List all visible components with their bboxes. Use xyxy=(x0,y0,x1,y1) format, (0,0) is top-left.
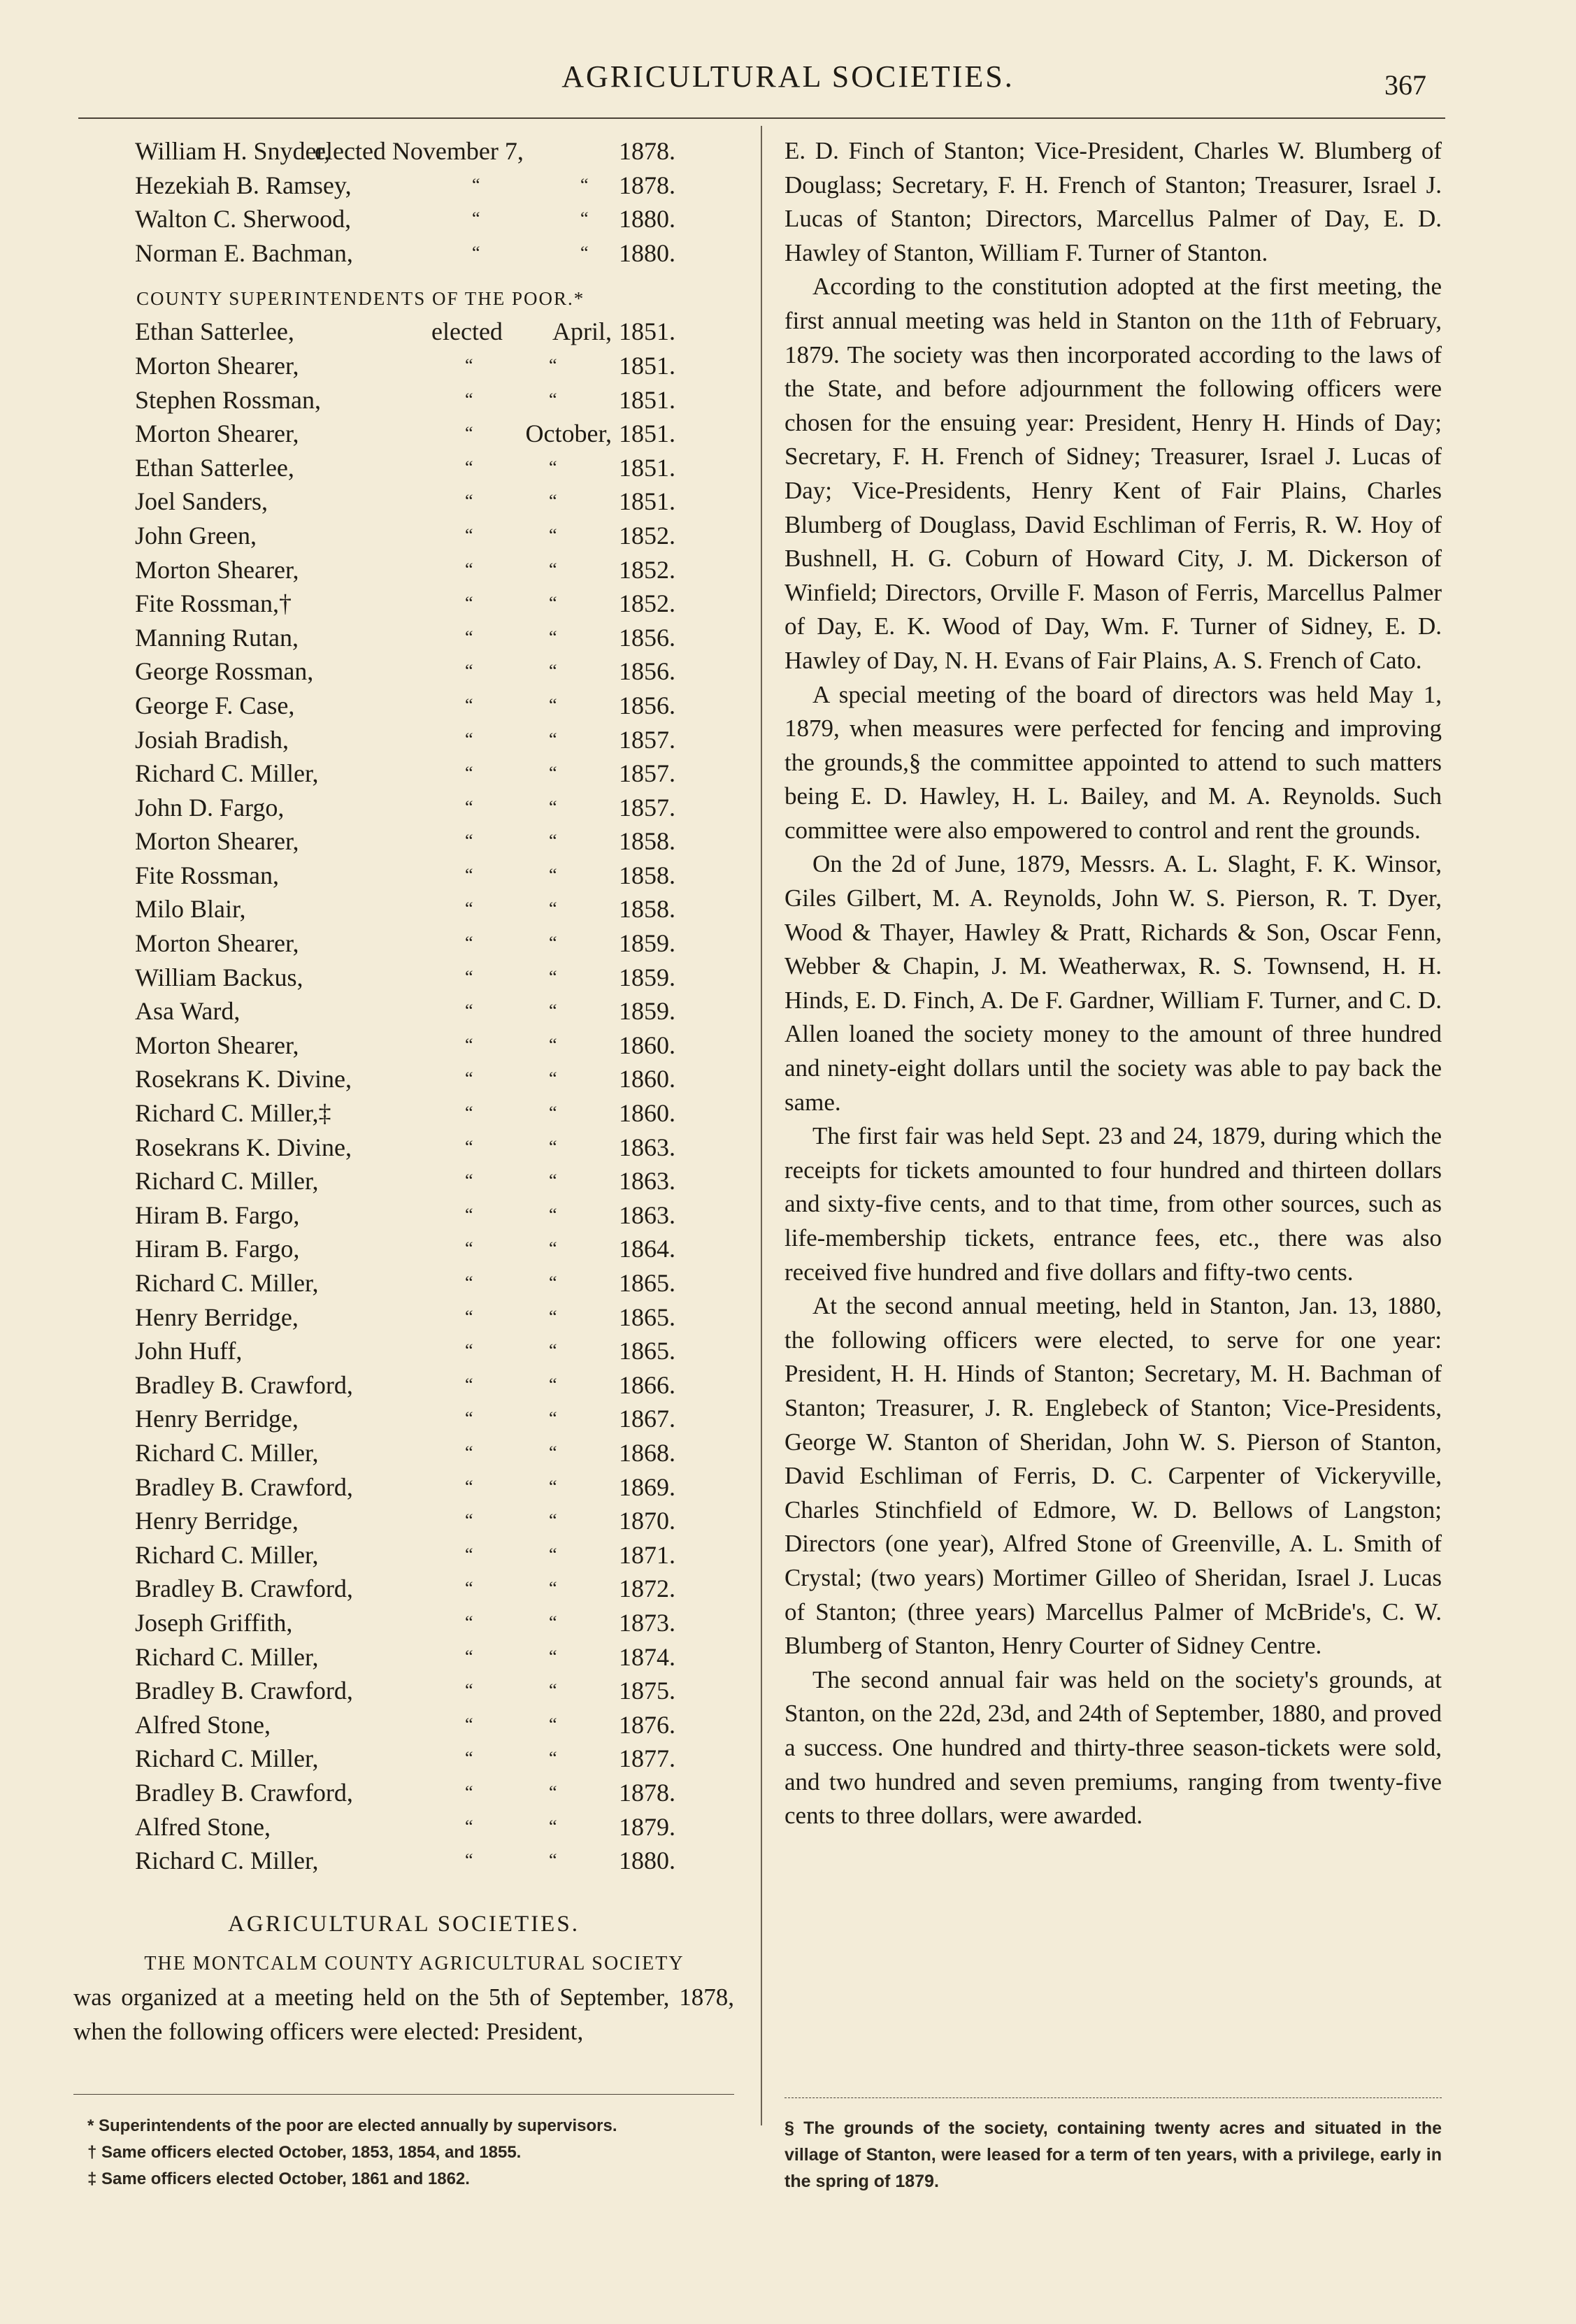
superintendent-row xyxy=(73,926,734,961)
ditto-mark: “ xyxy=(465,1068,473,1089)
person-name: Henry Berridge, xyxy=(135,1303,299,1331)
year: 1866. xyxy=(619,1370,675,1399)
ditto-mark: “ xyxy=(549,1816,557,1837)
superintendent-row xyxy=(73,1198,734,1233)
year: 1860. xyxy=(619,1031,675,1059)
ditto-mark: “ xyxy=(549,1442,557,1463)
superintendent-row xyxy=(73,961,734,995)
ditto-mark: “ xyxy=(580,242,589,263)
year: 1880. xyxy=(619,238,675,267)
year: 1858. xyxy=(619,895,675,924)
year: 1863. xyxy=(619,1167,675,1196)
ditto-mark: “ xyxy=(465,1340,473,1361)
ditto-mark: “ xyxy=(465,763,473,784)
person-name: Bradley B. Crawford, xyxy=(135,1575,353,1603)
superintendent-list xyxy=(73,315,734,1877)
person-name: Rosekrans K. Divine, xyxy=(135,1065,352,1093)
agricultural-societies-heading: AGRICULTURAL SOCIETIES. xyxy=(228,1911,580,1937)
person-name: Richard C. Miller, xyxy=(135,1744,319,1773)
ditto-mark: “ xyxy=(465,389,473,410)
year: 1852. xyxy=(619,589,675,618)
ditto-mark: “ xyxy=(580,174,589,195)
year: 1851. xyxy=(619,487,675,516)
superintendent-row xyxy=(73,1640,734,1674)
ditto-mark: “ xyxy=(549,457,557,478)
ditto-mark: “ xyxy=(465,1646,473,1667)
ditto-mark: “ xyxy=(465,1000,473,1021)
ditto-mark: “ xyxy=(465,1476,473,1497)
ditto-mark: “ xyxy=(465,491,473,512)
elected-date: elected November 7, xyxy=(315,137,524,165)
superintendent-row xyxy=(73,1742,734,1776)
superintendent-row xyxy=(73,349,734,383)
person-name: Rosekrans K. Divine, xyxy=(135,1133,352,1161)
ditto-mark: “ xyxy=(549,1103,557,1124)
year: 1880. xyxy=(619,1846,675,1875)
superintendent-row xyxy=(73,1470,734,1505)
electee-list xyxy=(73,134,734,270)
year: 1851. xyxy=(619,317,675,346)
left-column xyxy=(73,134,734,2049)
person-name: Richard C. Miller, xyxy=(135,1540,319,1569)
electee-row xyxy=(73,168,734,203)
ditto-mark: “ xyxy=(549,1680,557,1701)
ditto-mark: “ xyxy=(549,1510,557,1531)
superintendent-row xyxy=(73,1131,734,1165)
person-name: Ethan Satterlee, xyxy=(135,317,294,346)
society-intro xyxy=(73,1945,734,2049)
ditto-mark: “ xyxy=(549,491,557,512)
year: 1865. xyxy=(619,1303,675,1331)
column-divider xyxy=(761,126,762,2125)
year: 1858. xyxy=(619,827,675,856)
ditto-mark: “ xyxy=(465,1306,473,1327)
ditto-mark: “ xyxy=(549,1408,557,1429)
paragraph: At the second annual meeting, held in Stanton, Jan. 13, 1880, the following officers were elected, to serve for one year: President, H. H. Hinds of Stanton; Secretary, M. H. Bachman of Stanton; Treasurer, J. R. Englebeck of Stanton; Vice-Presidents, George W. Stanton of Sheridan, John W. S. Pierson of Stanton, David Eschliman of Ferris, D. C. Carpenter of Vickeryville, Charles Stinchfield of Edmore, W. D. Bellows of Langston; Directors (one year), Alfred Stone of Greenville, A. L. Smith of Crystal; (two years) Mortimer Gilleo of Sheridan, Israel J. Lucas of Stanton; (three years) Marcellus Palmer of McBride's, C. W. Blumberg of Stanton, Henry Courter of Sidney Centre. xyxy=(785,1292,1442,1660)
ditto-mark: “ xyxy=(549,1340,557,1361)
superintendent-row xyxy=(73,451,734,485)
ditto-mark: “ xyxy=(549,524,557,545)
superintendent-row xyxy=(73,1334,734,1368)
ditto-mark: “ xyxy=(549,729,557,749)
year: 1856. xyxy=(619,623,675,652)
year: 1877. xyxy=(619,1744,675,1773)
ditto-mark: “ xyxy=(465,423,473,444)
person-name: Hiram B. Fargo, xyxy=(135,1200,300,1229)
ditto-mark: “ xyxy=(472,208,480,229)
ditto-mark: “ xyxy=(472,174,480,195)
ditto-mark: “ xyxy=(549,1578,557,1599)
ditto-mark: “ xyxy=(465,864,473,885)
ditto-mark: “ xyxy=(465,1136,473,1157)
superintendent-row xyxy=(73,315,734,349)
superintendent-row xyxy=(73,994,734,1028)
ditto-mark: “ xyxy=(549,831,557,852)
person-name: Morton Shearer, xyxy=(135,827,299,856)
person-name: Norman E. Bachman, xyxy=(135,238,353,267)
ditto-mark: “ xyxy=(465,1781,473,1802)
paragraph: The second annual fair was held on the society's grounds, at Stanton, on the 22d, 23d, and 24th of September, 1880, and proved a success. One hundred and thirty-three season-tickets were sold, and two hundred and seven premiums, ranging from twenty-five cents to three dollars, were awarded. xyxy=(785,1665,1442,1830)
ditto-mark: “ xyxy=(549,1544,557,1565)
superintendent-row xyxy=(73,791,734,825)
year: 1856. xyxy=(619,657,675,686)
year: 1867. xyxy=(619,1405,675,1433)
superintendent-row xyxy=(73,621,734,655)
page-number: 367 xyxy=(1384,69,1426,101)
running-title: AGRICULTURAL SOCIETIES. xyxy=(561,59,1015,94)
year: 1852. xyxy=(619,555,675,584)
ditto-mark: “ xyxy=(549,1374,557,1395)
ditto-mark: “ xyxy=(549,661,557,682)
superintendent-row xyxy=(73,519,734,553)
year: 1869. xyxy=(619,1472,675,1501)
ditto-mark: “ xyxy=(465,1850,473,1871)
ditto-mark: “ xyxy=(549,1272,557,1293)
ditto-mark: “ xyxy=(549,1748,557,1769)
ditto-mark: “ xyxy=(465,796,473,817)
society-name: THE MONTCALM COUNTY AGRICULTURAL SOCIETY xyxy=(144,1952,685,1974)
superintendent-row xyxy=(73,587,734,621)
paragraph: A special meeting of the board of directors was held May 1, 1879, when measures were perfected for fencing and improving the grounds,§ the committee appointed to attend to such matters being E. D. Hawley, H. L. Bailey, and M. A. Reynolds. Such committee were also empowered to control and rent the grounds. xyxy=(785,680,1442,844)
year: 1864. xyxy=(619,1235,675,1263)
person-name: Walton C. Sherwood, xyxy=(135,205,352,234)
ditto-mark: “ xyxy=(465,1204,473,1225)
person-name: Joseph Griffith, xyxy=(135,1608,293,1637)
person-name: Milo Blair, xyxy=(135,895,246,924)
person-name: Alfred Stone, xyxy=(135,1710,271,1739)
ditto-mark: “ xyxy=(465,1272,473,1293)
right-column xyxy=(785,134,1442,1833)
ditto-mark: “ xyxy=(549,389,557,410)
ditto-mark: “ xyxy=(465,1408,473,1429)
ditto-mark: “ xyxy=(465,1544,473,1565)
ditto-mark: “ xyxy=(465,524,473,545)
year: 1878. xyxy=(619,137,675,165)
paragraph: On the 2d of June, 1879, Messrs. A. L. Slaght, F. K. Winsor, Giles Gilbert, M. A. Reynolds, John W. S. Pierson, R. T. Dyer, Wood & Thayer, Hawley & Pratt, Richards & Son, Oscar Fenn, Webber & Chapin, J. M. Weatherwax, R. S. Townsend, H. H. Hinds, E. D. Finch, A. De F. Gardner, William F. Turner, and C. D. Allen loaned the society money to the amount of three hundred and ninety-eight dollars until the society was able to pay back the same. xyxy=(785,850,1442,1116)
person-name: Morton Shearer, xyxy=(135,929,299,958)
ditto-mark: “ xyxy=(465,1442,473,1463)
person-name: Asa Ward, xyxy=(135,997,241,1026)
ditto-mark: “ xyxy=(465,933,473,954)
superintendent-row xyxy=(73,859,734,893)
person-name: William H. Snyder, xyxy=(135,137,331,165)
ditto-mark: “ xyxy=(465,1170,473,1191)
ditto-mark: “ xyxy=(465,694,473,715)
ditto-mark: “ xyxy=(465,729,473,749)
ditto-mark: “ xyxy=(549,694,557,715)
month: October, xyxy=(525,419,612,448)
year: 1876. xyxy=(619,1710,675,1739)
superintendent-row xyxy=(73,417,734,451)
year: 1875. xyxy=(619,1677,675,1705)
person-name: Fite Rossman,† xyxy=(135,589,292,618)
person-name: Bradley B. Crawford, xyxy=(135,1677,353,1705)
ditto-mark: “ xyxy=(549,1781,557,1802)
person-name: Richard C. Miller, xyxy=(135,1438,319,1467)
person-name: Ethan Satterlee, xyxy=(135,453,294,482)
superintendent-row xyxy=(73,756,734,791)
superintendent-row xyxy=(73,1402,734,1436)
ditto-mark: “ xyxy=(549,593,557,614)
person-name: Henry Berridge, xyxy=(135,1405,299,1433)
ditto-mark: “ xyxy=(580,208,589,229)
superintendent-row xyxy=(73,1776,734,1810)
person-name: Bradley B. Crawford, xyxy=(135,1472,353,1501)
superintendents-heading: COUNTY SUPERINTENDENTS OF THE POOR.* xyxy=(136,288,585,310)
ditto-mark: “ xyxy=(465,1680,473,1701)
year: 1870. xyxy=(619,1507,675,1535)
ditto-mark: “ xyxy=(549,898,557,919)
ditto-mark: “ xyxy=(465,1374,473,1395)
ditto-mark: “ xyxy=(465,1034,473,1055)
superintendent-row xyxy=(73,383,734,417)
year: 1851. xyxy=(619,385,675,414)
year: 1873. xyxy=(619,1608,675,1637)
ditto-mark: “ xyxy=(549,1136,557,1157)
ditto-mark: “ xyxy=(465,1578,473,1599)
electee-row xyxy=(73,134,734,168)
person-name: Morton Shearer, xyxy=(135,1031,299,1059)
year: 1880. xyxy=(619,205,675,234)
superintendent-row xyxy=(73,1606,734,1640)
electee-row xyxy=(73,202,734,236)
ditto-mark: “ xyxy=(465,1103,473,1124)
person-name: Morton Shearer, xyxy=(135,419,299,448)
year: 1859. xyxy=(619,997,675,1026)
footnote: * Superintendents of the poor are elected annually by supervisors. xyxy=(87,2116,617,2135)
year: 1879. xyxy=(619,1812,675,1841)
superintendent-row xyxy=(73,1436,734,1470)
top-rule xyxy=(78,117,1445,119)
ditto-mark: “ xyxy=(472,242,480,263)
person-name: Morton Shearer, xyxy=(135,351,299,380)
month: April, xyxy=(552,317,612,346)
person-name: Richard C. Miller, xyxy=(135,1642,319,1671)
person-name: Manning Rutan, xyxy=(135,623,299,652)
electee-row xyxy=(73,236,734,271)
person-name: George F. Case, xyxy=(135,691,295,719)
person-name: John D. Fargo, xyxy=(135,793,285,822)
ditto-mark: “ xyxy=(465,457,473,478)
superintendent-row xyxy=(73,1368,734,1403)
paragraph: The first fair was held Sept. 23 and 24, 1879, during which the receipts for tickets amounted to four hundred and thirteen dollars and sixty-five cents, and to that time, from other sources, such as life-membership tickets, entrance fees, etc., there was also received five hundred and five dollars and fifty-two cents. xyxy=(785,1122,1442,1286)
ditto-mark: “ xyxy=(549,1306,557,1327)
ditto-mark: “ xyxy=(549,559,557,580)
ditto-mark: “ xyxy=(549,1646,557,1667)
year: 1859. xyxy=(619,929,675,958)
person-name: Henry Berridge, xyxy=(135,1507,299,1535)
superintendent-row xyxy=(73,1266,734,1300)
person-name: Richard C. Miller, xyxy=(135,1269,319,1297)
year: 1871. xyxy=(619,1540,675,1569)
ditto-mark: “ xyxy=(465,354,473,375)
superintendent-row xyxy=(73,654,734,689)
year: 1868. xyxy=(619,1438,675,1467)
person-name: Morton Shearer, xyxy=(135,555,299,584)
paragraph: E. D. Finch of Stanton; Vice-President, Charles W. Blumberg of Douglass; Secretary, F. H. French of Stanton; Treasurer, Israel J. Lucas of Stanton; Directors, Marcellus Palmer of Day, E. D. Hawley of Stanton, William F. Turner of Stanton. xyxy=(785,137,1442,266)
superintendent-row xyxy=(73,1232,734,1266)
ditto-mark: “ xyxy=(549,966,557,987)
person-name: Bradley B. Crawford, xyxy=(135,1370,353,1399)
ditto-mark: “ xyxy=(549,1170,557,1191)
ditto-mark: “ xyxy=(549,1034,557,1055)
ditto-mark: “ xyxy=(465,831,473,852)
person-name: Alfred Stone, xyxy=(135,1812,271,1841)
person-name: Josiah Bradish, xyxy=(135,725,289,754)
superintendent-row xyxy=(73,553,734,587)
ditto-mark: “ xyxy=(549,1238,557,1259)
ditto-mark: “ xyxy=(465,1748,473,1769)
ditto-mark: “ xyxy=(465,1238,473,1259)
footnote: † Same officers elected October, 1853, 1854, and 1855. xyxy=(87,2143,522,2162)
ditto-mark: “ xyxy=(549,1850,557,1871)
year: 1851. xyxy=(619,453,675,482)
superintendent-row xyxy=(73,723,734,757)
ditto-mark: “ xyxy=(465,661,473,682)
superintendent-row xyxy=(73,1164,734,1198)
year: 1860. xyxy=(619,1065,675,1093)
ditto-mark: “ xyxy=(549,1476,557,1497)
ditto-mark: “ xyxy=(465,898,473,919)
ditto-mark: “ xyxy=(465,966,473,987)
society-intro-text: was organized at a meeting held on the 5th of September, 1878, when the following officers were elected: President, xyxy=(73,1984,734,2045)
footnote: ‡ Same officers elected October, 1861 and 1862. xyxy=(87,2169,470,2188)
ditto-mark: “ xyxy=(465,626,473,647)
superintendent-row xyxy=(73,1538,734,1572)
superintendent-row xyxy=(73,1674,734,1708)
year: 1878. xyxy=(619,1778,675,1807)
superintendent-row xyxy=(73,1504,734,1538)
year: 1851. xyxy=(619,419,675,448)
year: 1857. xyxy=(619,793,675,822)
year: 1865. xyxy=(619,1337,675,1365)
ditto-mark: “ xyxy=(549,933,557,954)
ditto-mark: “ xyxy=(549,796,557,817)
year: 1865. xyxy=(619,1269,675,1297)
person-name: William Backus, xyxy=(135,963,303,991)
paragraph: According to the constitution adopted at the first meeting, the first annual meeting was held in Stanton on the 11th of February, 1879. The society was then incorporated according to the laws of the State, and before adjournment the following officers were chosen for the ensuing year: President, Henry H. Hinds of Day; Secretary, F. H. French of Sidney; Treasurer, Israel J. Lucas of Day; Vice-Presidents, Henry Kent of Fair Plains, Charles Blumberg of Douglass, David Eschliman of Ferris, R. W. Hoy of Bushnell, H. G. Coburn of Howard City, J. M. Dickerson of Winfield; Directors, Orville F. Mason of Ferris, Marcellus Palmer of Day, E. K. Wood of Day, Wm. F. Turner of Sidney, E. D. Hawley of Day, N. H. Evans of Fair Plains, A. S. French of Cato. xyxy=(785,273,1442,674)
superintendent-row xyxy=(73,1300,734,1335)
year: 1851. xyxy=(619,351,675,380)
person-name: Richard C. Miller, xyxy=(135,1167,319,1196)
year: 1852. xyxy=(619,521,675,550)
ditto-mark: “ xyxy=(465,1612,473,1633)
ditto-mark: “ xyxy=(549,626,557,647)
superintendent-row xyxy=(73,1844,734,1878)
elected-label: elected xyxy=(431,317,503,346)
year: 1856. xyxy=(619,691,675,719)
ditto-mark: “ xyxy=(549,1204,557,1225)
year: 1874. xyxy=(619,1642,675,1671)
ditto-mark: “ xyxy=(549,864,557,885)
person-name: Hezekiah B. Ramsey, xyxy=(135,171,352,199)
person-name: John Green, xyxy=(135,521,257,550)
year: 1857. xyxy=(619,759,675,788)
ditto-mark: “ xyxy=(549,1612,557,1633)
superintendent-row xyxy=(73,824,734,859)
year: 1863. xyxy=(619,1133,675,1161)
ditto-mark: “ xyxy=(549,763,557,784)
ditto-mark: “ xyxy=(465,1510,473,1531)
year: 1878. xyxy=(619,171,675,199)
person-name: Stephen Rossman, xyxy=(135,385,321,414)
superintendent-row xyxy=(73,689,734,723)
ditto-mark: “ xyxy=(465,1714,473,1735)
person-name: Fite Rossman, xyxy=(135,861,280,889)
person-name: Richard C. Miller, xyxy=(135,1846,319,1875)
ditto-mark: “ xyxy=(549,354,557,375)
ditto-mark: “ xyxy=(549,1000,557,1021)
year: 1863. xyxy=(619,1200,675,1229)
left-footnotes xyxy=(73,2094,734,2193)
superintendent-row xyxy=(73,485,734,519)
person-name: Joel Sanders, xyxy=(135,487,268,516)
person-name: John Huff, xyxy=(135,1337,243,1365)
ditto-mark: “ xyxy=(465,593,473,614)
superintendent-row xyxy=(73,1096,734,1131)
person-name: Bradley B. Crawford, xyxy=(135,1778,353,1807)
year: 1858. xyxy=(619,861,675,889)
year: 1872. xyxy=(619,1575,675,1603)
person-name: Richard C. Miller,‡ xyxy=(135,1099,331,1128)
year: 1860. xyxy=(619,1099,675,1128)
superintendent-row xyxy=(73,1572,734,1606)
year: 1859. xyxy=(619,963,675,991)
person-name: Hiram B. Fargo, xyxy=(135,1235,300,1263)
person-name: Richard C. Miller, xyxy=(135,759,319,788)
ditto-mark: “ xyxy=(549,1068,557,1089)
ditto-mark: “ xyxy=(549,1714,557,1735)
superintendent-row xyxy=(73,892,734,926)
superintendent-row xyxy=(73,1028,734,1063)
superintendent-row xyxy=(73,1708,734,1742)
right-footnote: § The grounds of the society, containing twenty acres and situated in the village of Stanton, were leased for a term of ten years, with a privilege, early in the spring of 1879. xyxy=(785,2097,1442,2195)
ditto-mark: “ xyxy=(465,1816,473,1837)
superintendent-row xyxy=(73,1062,734,1096)
person-name: George Rossman, xyxy=(135,657,314,686)
superintendent-row xyxy=(73,1810,734,1844)
year: 1857. xyxy=(619,725,675,754)
ditto-mark: “ xyxy=(465,559,473,580)
